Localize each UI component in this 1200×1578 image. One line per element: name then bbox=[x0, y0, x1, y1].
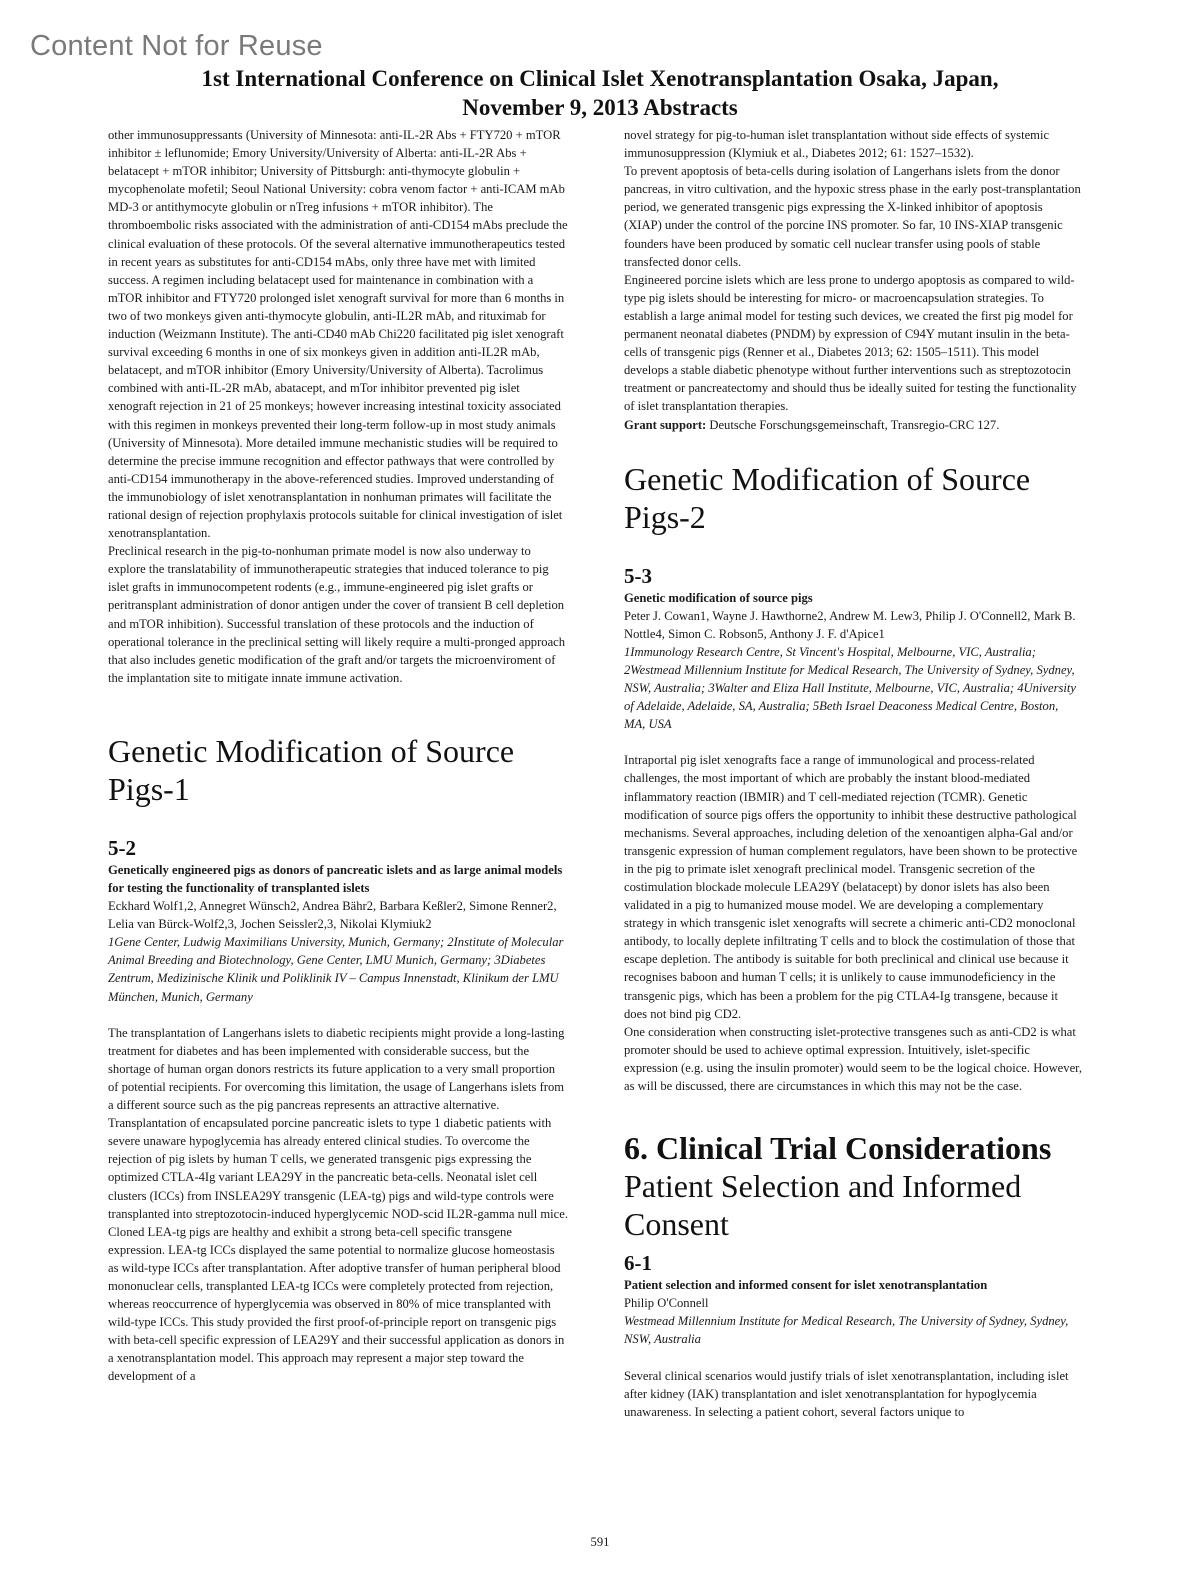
abstract-title: Genetic modification of source pigs bbox=[624, 590, 813, 605]
section-subheading-patient-selection: Patient Selection and Informed Consent bbox=[624, 1168, 1022, 1243]
abstract-authors: Eckhard Wolf1,2, Annegret Wünsch2, Andrea Bähr2, Barbara Keßler2, Simone Renner2, Lelia van Bürck-Wolf2,3, Jochen Seissler2,3, Nikolai Klymiuk2 bbox=[108, 899, 557, 932]
abstract-affiliations: 1Immunology Research Centre, St Vincent's Hospital, Melbourne, VIC, Australia; 2Westmead Millennium Institute for Medical Research, The University of Sydney, Sydney, NSW, Australia; 3Walter and Eliza Hall Institute, Melbourne, VIC, Australia; 4University of Adelaide, Adelaide, SA, Australia; 5Beth Israel Deaconess Medical Centre, Boston, MA, USA bbox=[624, 644, 1076, 732]
abstract-affiliations: Westmead Millennium Institute for Medical Research, The University of Sydney, Sydney, NSW, Australia bbox=[624, 1314, 1069, 1347]
continuation-paragraph: other immunosuppressants (University of Minnesota: anti-IL-2R Abs + FTY720 + mTOR inhibitor ± leflunomide; Emory University/University of Alberta: anti-IL-2R Abs + belatacept + mTOR inhibitor; University of Pittsburgh: anti-thymocyte globulin + mycophenolate mofetil; Seoul National University: cobra venom factor + anti-ICAM mAb MD-3 or antithymocyte globulin or nTreg infusions + mTOR inhibitor). The thromboembolic risks associated with the administration of anti-CD154 mAbs preclude the clinical evaluation of these protocols. Of the several alternative immunotherapeutics tested in recent years as substitutes for anti-CD154 mAbs, only three have met with limited success. A regimen including belatacept used for maintenance in combination with a mTOR inhibitor and FTY720 prolonged islet xenograft survival for more than 6 months in two of two monkeys given anti-thymocyte globulin, anti-IL2R mAb, and rituximab for induction (Weizmann Institute). The anti-CD40 mAb Chi220 facilitated pig islet xenograft survival exceeding 6 months in one of six monkeys given in addition anti-IL2R mAb, belatacept, and mTOR inhibitor (Emory University/University of Alberta). Tacrolimus combined with anti-IL-2R mAb, abatacept, and mTor inhibitor prevented pig islet xenograft rejection in 21 of 25 monkeys; however increasing intestinal toxicity associated with this regimen in monkeys prevented their long-term follow-up in most study animals (University of Minnesota). More detailed immune mechanistic studies will be required to determine the precise immune recognition and effector pathways that were controlled by anti-CD154 immunotherapy in the above-referenced studies. Improved understanding of the immunobiology of islet xenotransplantation in nonhuman primates will facilitate the rational design of rejection prophylaxis protocols suitable for clinical investigation of islet xenotransplantation. bbox=[108, 128, 568, 541]
abstract-authors: Philip O'Connell bbox=[624, 1296, 709, 1311]
continuation-paragraph: novel strategy for pig-to-human islet transplantation without side effects of systemic immunosuppression (Klymiuk et al., Diabetes 2012; 61: 1527–1532). bbox=[624, 128, 1050, 161]
continuation-paragraph: Engineered porcine islets which are less prone to undergo apoptosis as compared to wild-type pig islets should be interesting for micro- or macroencapsulation strategies. To establish a large animal model for testing such devices, we created the first pig model for permanent neonatal diabetes (PNDM) by expression of C94Y mutant insulin in the beta-cells of transgenic pigs (Renner et al., Diabetes 2013; 62: 1505–1511). This model develops a stable diabetic phenotype without further interventions such as streptozotocin treatment or pancreatectomy and should thus be ideally suited for testing the functionality of islet transplantation therapies. bbox=[624, 272, 1077, 414]
section-heading-source-pigs-2: Genetic Modification of Source Pigs-2 bbox=[624, 460, 1031, 535]
header-line-2: November 9, 2013 Abstracts bbox=[462, 95, 738, 120]
watermark: Content Not for Reuse bbox=[30, 30, 323, 62]
page-header bbox=[0, 64, 1200, 122]
abstract-title: Genetically engineered pigs as donors of pancreatic islets and as large animal models for testing the functionality of transplanted islets bbox=[108, 862, 563, 895]
abstract-title: Patient selection and informed consent for islet xenotransplantation bbox=[624, 1278, 988, 1293]
continuation-paragraph: Preclinical research in the pig-to-nonhuman primate model is now also underway to explore the translatability of immunotherapeutic strategies that induced tolerance to pig islet grafts in immunocompetent rodents (e.g., immune-engineered pig islet grafts or peritransplant administration of donor antigen under the cover of transient B cell depletion and mTOR inhibition). Successful translation of these protocols and the induction of operational tolerance in the preclinical setting will likely require a multi-pronged approach that also includes genetic modification of the graft and/or targets the microenviroment of the implantation site to mitigate innate immune activation. bbox=[108, 544, 566, 685]
grant-support bbox=[624, 416, 1082, 434]
page-number: 591 bbox=[590, 1535, 610, 1549]
continuation-paragraph: To prevent apoptosis of beta-cells during isolation of Langerhans islets from the donor pancreas, in vitro cultivation, and the hypoxic stress phase in the early post-transplantation period, we generated transgenic pigs expressing the X-linked inhibitor of apoptosis (XIAP) under the control of the porcine INS promoter. So far, 10 INS-XIAP transgenic founders have been produced by somatic cell nuclear transfer using pools of stable transfected donor cells. bbox=[624, 164, 1081, 269]
abstract-body: Intraportal pig islet xenografts face a range of immunological and process-related challenges, the most important of which are probably the instant blood-mediated inflammatory reaction (IBMIR) and T cell-mediated rejection (TCMR). Genetic modification of source pigs offers the opportunity to inhibit these destructive pathological mechanisms. Several approaches, including deletion of the xenoantigen alpha-Gal and/or transgenic expression of human complement regulators, have been shown to be protective in the pig to primate islet xenograft preclinical model. Transgenic secretion of the costimulation blockade molecule LEA29Y (belatacept) by donor islets has also been validated in a pig to humanized mouse model. We are developing a complementary strategy in which transgenic islet xenografts will secrete a chimeric anti-CD2 monoclonal antibody, to locally deplete infiltrating T cells and to block the costimulation of those that escape depletion. The antibody is suitable for both preclinical and clinical use because it recognises baboon and human T cells; it is unlikely to cause immunodeficiency in the transgenic pigs, which has been a problem for the pig CTLA4-Ig transgene, because it does not bind pig CD2. bbox=[624, 753, 1078, 1021]
right-column bbox=[624, 126, 1082, 1421]
section-heading-source-pigs-1: Genetic Modification of Source Pigs-1 bbox=[108, 732, 515, 807]
section-heading-clinical-trial: 6. Clinical Trial Considerations bbox=[624, 1130, 1052, 1167]
abstract-id-5-2: 5-2 bbox=[108, 835, 136, 860]
abstract-authors: Peter J. Cowan1, Wayne J. Hawthorne2, Andrew M. Lew3, Philip J. O'Connell2, Mark B. Nottle4, Simon C. Robson5, Anthony J. F. d'Apice1 bbox=[624, 608, 1076, 641]
abstract-affiliations: 1Gene Center, Ludwig Maximilians University, Munich, Germany; 2Institute of Molecular Animal Breeding and Biotechnology, Gene Center, LMU Munich, Germany; 3Diabetes Zentrum, Medizinische Klinik und Poliklinik IV – Campus Innenstadt, Klinikum der LMU München, Munich, Germany bbox=[108, 935, 564, 1004]
abstract-body: Several clinical scenarios would justify trials of islet xenotransplantation, including islet after kidney (IAK) transplantation and islet xenotransplantation for hypoglycemia unawareness. In selecting a patient cohort, several factors unique to bbox=[624, 1368, 1069, 1419]
left-column bbox=[108, 126, 568, 1386]
abstract-body: One consideration when constructing islet-protective transgenes such as anti-CD2 is what promoter should be used to achieve optimal expression. Intuitively, islet-specific expression (e.g. using the insulin promoter) would seem to be the logical choice. However, as will be discussed, there are circumstances in which this may not be the case. bbox=[624, 1024, 1082, 1094]
abstract-id-5-3: 5-3 bbox=[624, 563, 652, 588]
grant-support-label: Grant support: bbox=[624, 417, 707, 432]
abstract-body: The transplantation of Langerhans islets to diabetic recipients might provide a long-lasting treatment for diabetes and has been implemented with considerable success, but the shortage of human organ donors restricts its future application to a very small proportion of potential recipients. For overcoming this limitation, the usage of Langerhans islets from a different source such as the pig pancreas represents an attractive alternative. Transplantation of encapsulated porcine pancreatic islets to type 1 diabetic patients with severe unaware hypoglycemia has already entered clinical studies. To overcome the rejection of pig islets by human T cells, we generated transgenic pigs expressing the optimized CTLA-4Ig variant LEA29Y in the pancreatic beta-cells. Neonatal islet cell clusters (ICCs) from INSLEA29Y transgenic (LEA-tg) pigs and wild-type controls were transplanted into streptozotocin-induced hyperglycemic NOD-scid IL2R-gamma null mice. Cloned LEA-tg pigs are healthy and exhibit a strong beta-cell specific transgene expression. LEA-tg ICCs displayed the same potential to normalize glucose homeostasis as wild-type ICCs after transplantation. After adoptive transfer of human peripheral blood mononuclear cells, transplanted LEA-tg ICCs were completely protected from rejection, whereas reoccurrence of hyperglycemia was observed in 80% of mice transplanted with wild-type ICCs. This study provided the first proof-of-principle report on transgenic pigs with beta-cell specific expression of LEA29Y and their successful application as donors in a xenotransplantation model. This approach may represent a major step toward the development of a bbox=[108, 1025, 569, 1384]
grant-support-text: Deutsche Forschungsgemeinschaft, Transregio-CRC 127. bbox=[709, 417, 1000, 432]
abstract-id-6-1: 6-1 bbox=[624, 1251, 652, 1276]
header-line-1: 1st International Conference on Clinical Islet Xenotransplantation Osaka, Japan, bbox=[201, 66, 999, 91]
